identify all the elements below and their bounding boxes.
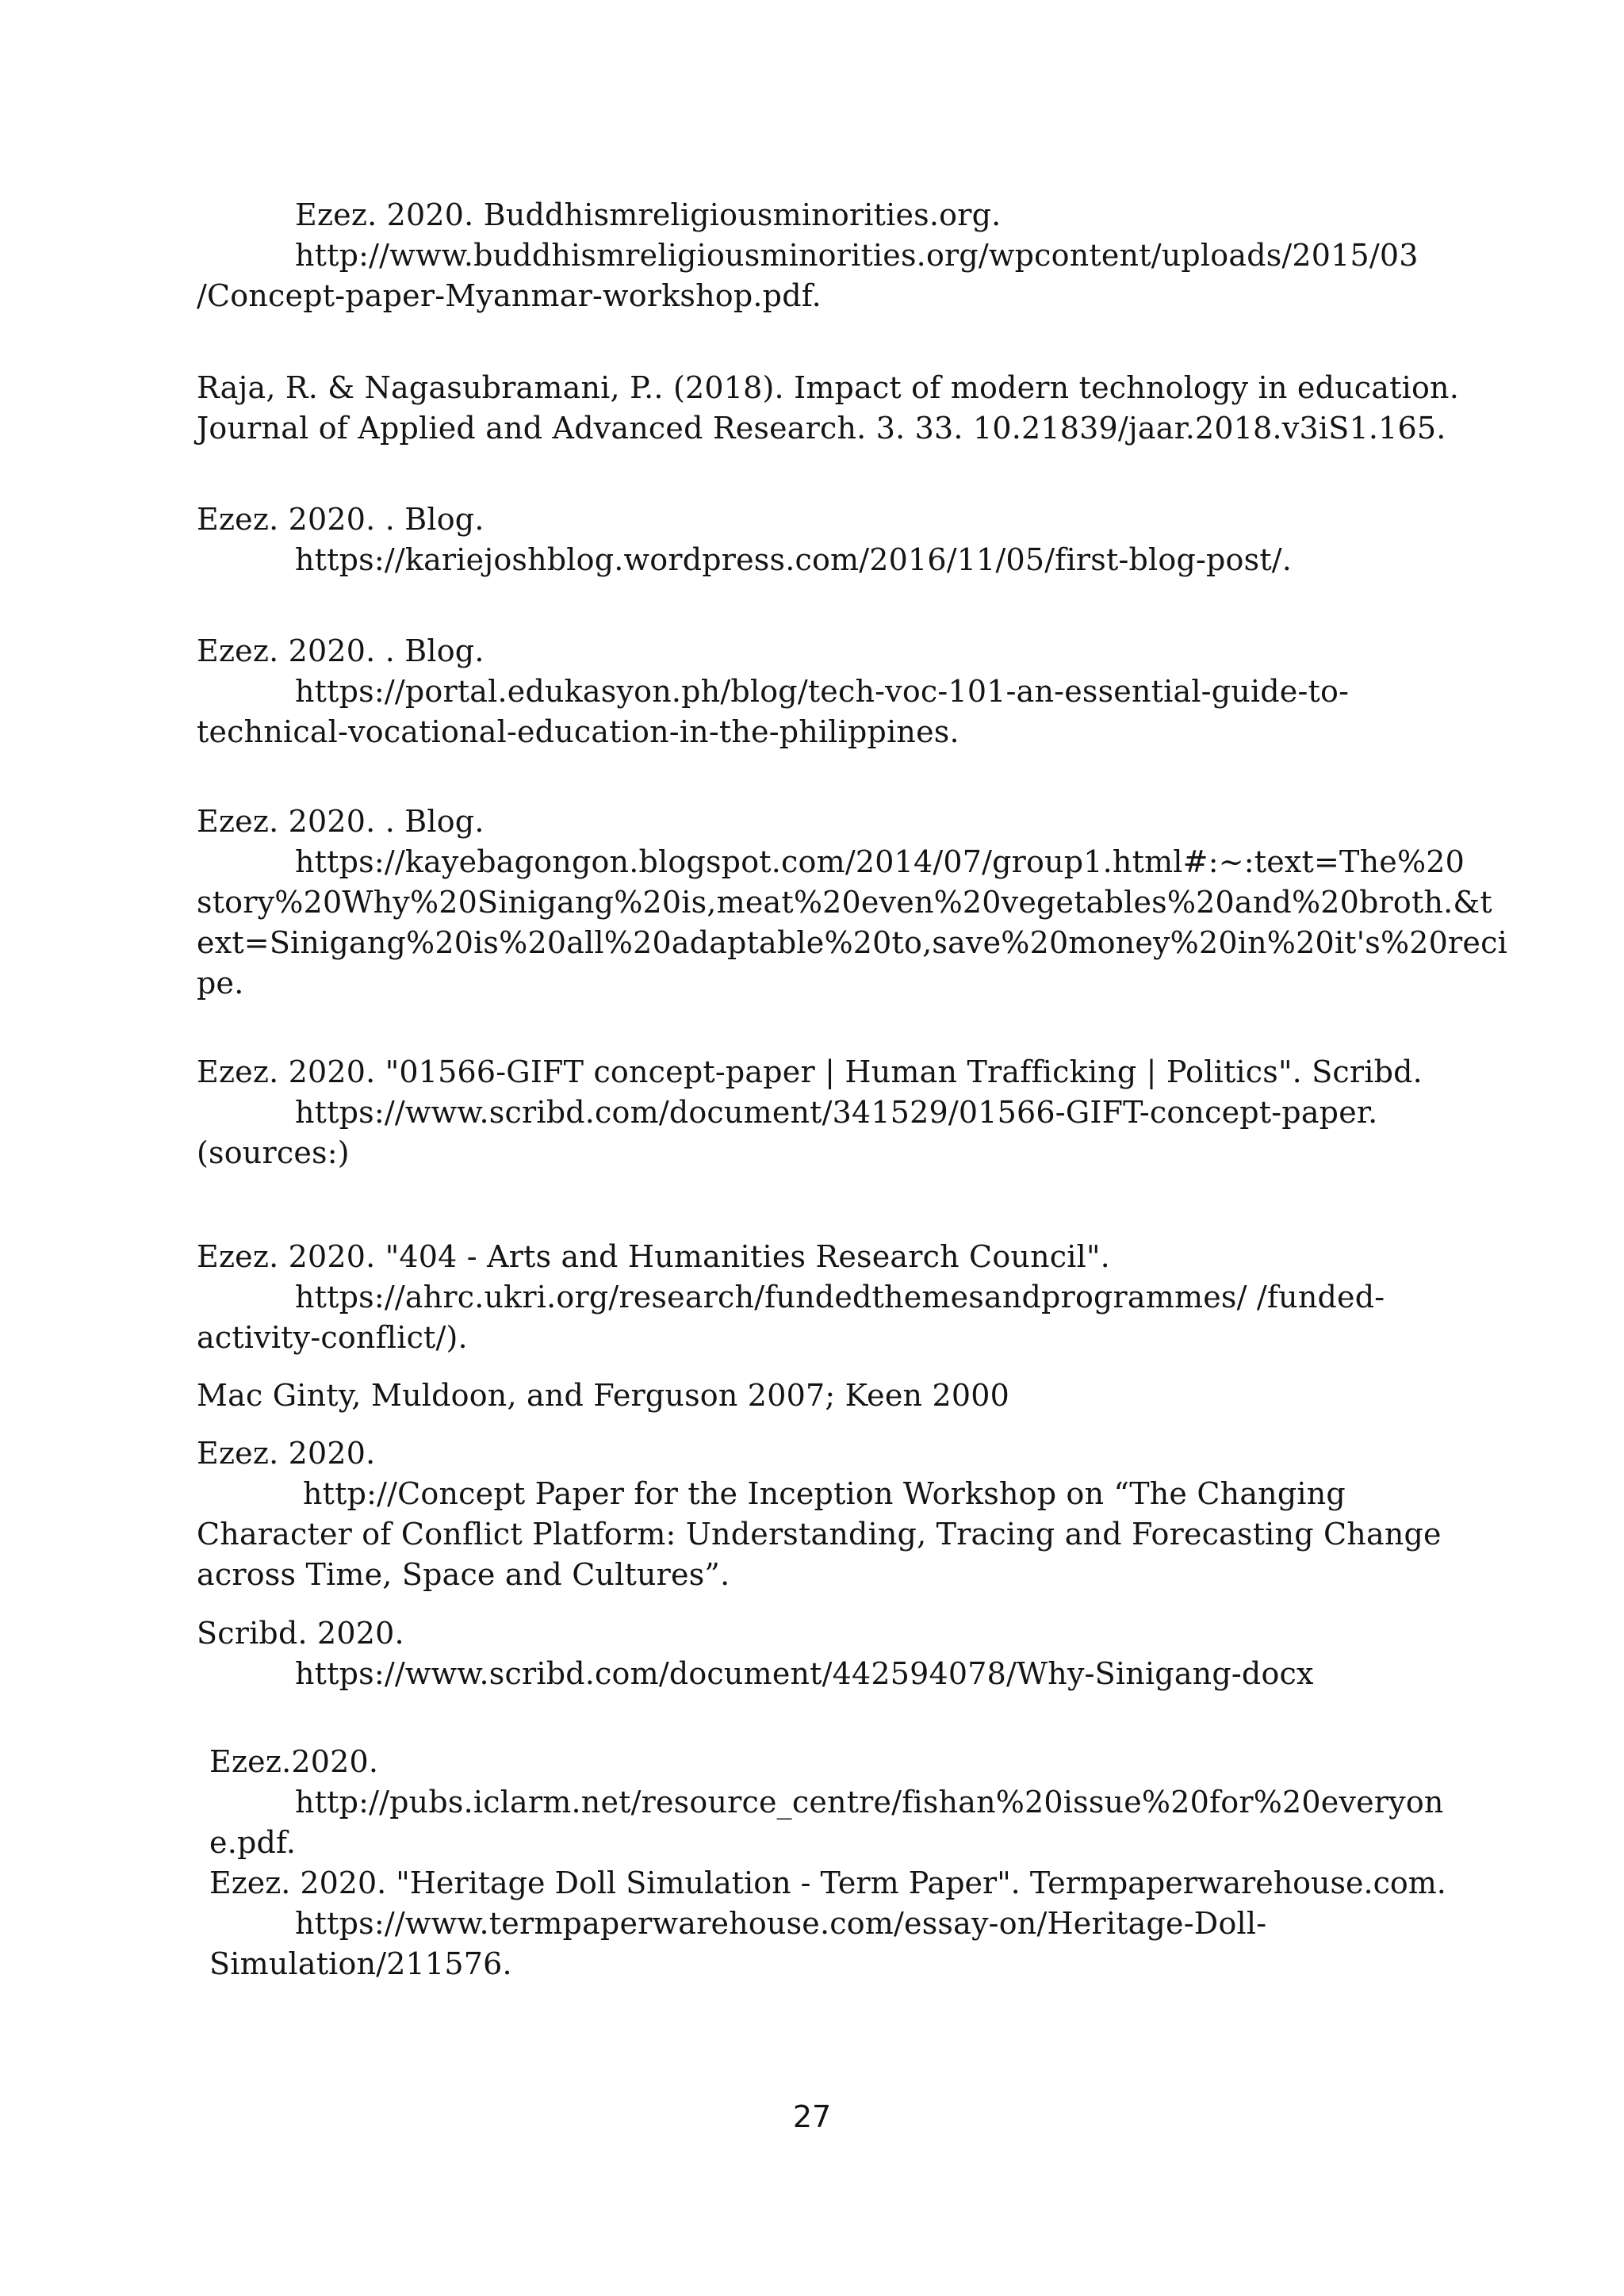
reference-line: Ezez. 2020. "404 - Arts and Humanities Research Council". <box>197 1239 1110 1274</box>
reference-line: /Concept-paper-Myanmar-workshop.pdf. <box>197 278 822 313</box>
reference-line: Ezez. 2020. "Heritage Doll Simulation - Term Paper". Termpaperwarehouse.com. <box>209 1866 1446 1900</box>
reference-line: Ezez. 2020. "01566-GIFT concept-paper | Human Trafficking | Politics". Scribd. <box>197 1054 1423 1089</box>
reference-url: https://portal.edukasyon.ph/blog/tech-voc-101-an-essential-guide-to- <box>295 674 1350 709</box>
reference-url: http://www.buddhismreligiousminorities.org/wpcontent/uploads/2015/03 <box>295 238 1419 273</box>
reference-line: Ezez. 2020. Buddhismreligiousminorities.org. <box>295 197 1002 232</box>
reference-line: story%20Why%20Sinigang%20is,meat%20even%20vegetables%20and%20broth.&t <box>197 885 1492 920</box>
reference-url: https://kariejoshblog.wordpress.com/2016/11/05/first-blog-post/. <box>295 542 1293 577</box>
reference-line: e.pdf. <box>209 1825 297 1860</box>
reference-line: Mac Ginty, Muldoon, and Ferguson 2007; Keen 2000 <box>197 1378 1010 1413</box>
reference-url: http://pubs.iclarm.net/resource_centre/fishan%20issue%20for%20everyon <box>295 1785 1444 1820</box>
reference-line: Raja, R. & Nagasubramani, P.. (2018). Impact of modern technology in education. <box>197 370 1459 405</box>
reference-line: (sources:) <box>197 1135 350 1170</box>
reference-line: across Time, Space and Cultures”. <box>197 1557 730 1592</box>
reference-line: Ezez. 2020. . Blog. <box>197 502 485 537</box>
reference-line: Ezez.2020. <box>209 1744 379 1779</box>
reference-url: https://www.scribd.com/document/442594078/Why-Sinigang-docx <box>295 1656 1314 1691</box>
reference-line: activity-conflict/). <box>197 1320 468 1355</box>
reference-line: Ezez. 2020. . Blog. <box>197 804 485 839</box>
reference-line: Journal of Applied and Advanced Research. 3. 33. 10.21839/jaar.2018.v3iS1.165. <box>197 411 1446 446</box>
reference-line: Character of Conflict Platform: Understanding, Tracing and Forecasting Change <box>197 1517 1442 1552</box>
reference-line: Scribd. 2020. <box>197 1616 404 1651</box>
reference-line: Ezez. 2020. <box>197 1436 376 1471</box>
reference-line: ext=Sinigang%20is%20all%20adaptable%20to,save%20money%20in%20it's%20reci <box>197 925 1507 960</box>
reference-url: https://kayebagongon.blogspot.com/2014/07/group1.html#:~:text=The%20 <box>295 844 1465 879</box>
reference-url: https://ahrc.ukri.org/research/fundedthemesandprogrammes/ /funded- <box>295 1280 1385 1314</box>
reference-url: https://www.scribd.com/document/341529/01566-GIFT-concept-paper. <box>295 1095 1378 1130</box>
reference-line: pe. <box>197 966 244 1001</box>
page-number: 27 <box>792 2099 832 2134</box>
reference-url: http://Concept Paper for the Inception Workshop on “The Changing <box>303 1476 1346 1511</box>
reference-line: technical-vocational-education-in-the-philippines. <box>197 714 959 749</box>
reference-line: Simulation/211576. <box>209 1946 512 1981</box>
reference-line: Ezez. 2020. . Blog. <box>197 633 485 668</box>
reference-url: https://www.termpaperwarehouse.com/essay-on/Heritage-Doll- <box>295 1906 1267 1941</box>
